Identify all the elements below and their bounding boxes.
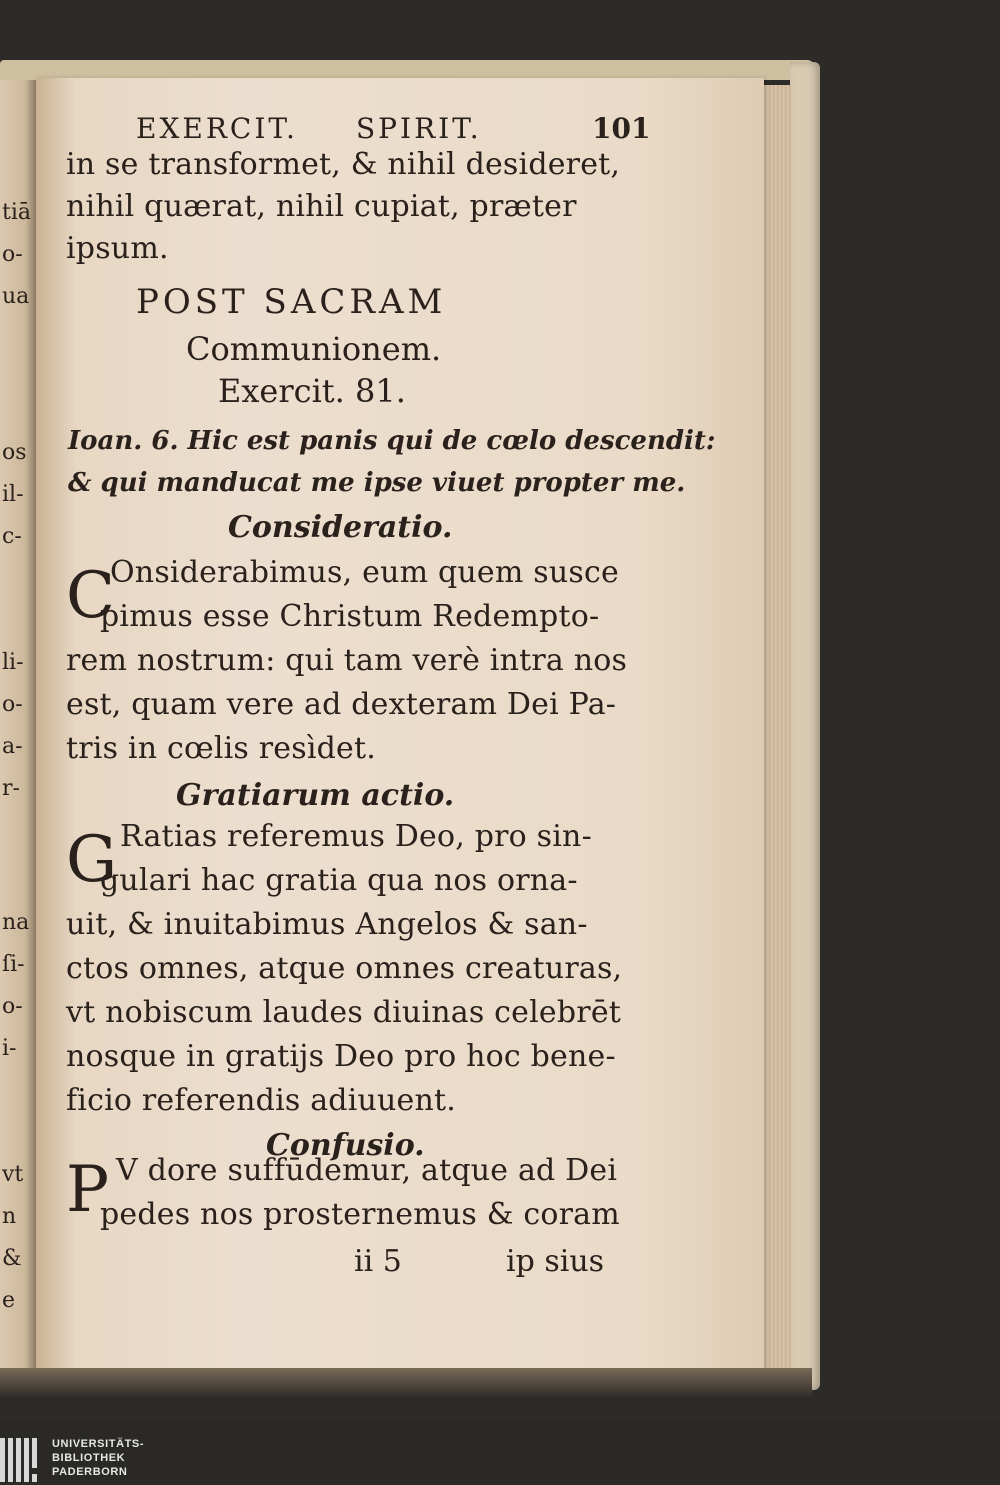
scripture-line: Ioan. 6. Hic est panis qui de cœlo descendit: [68, 426, 716, 456]
library-footer [0, 1420, 1000, 1485]
text-line: pedes nos prosternemus & coram [100, 1197, 620, 1232]
margin-fragment: c- [2, 524, 22, 549]
book-page [36, 78, 764, 1374]
margin-fragment: ſi- [2, 952, 25, 977]
library-name-line: UNIVERSITÄTS- [52, 1438, 145, 1450]
text-line: est, quam vere ad dexteram Dei Pa- [66, 687, 617, 722]
margin-fragment: o- [2, 242, 23, 267]
running-header-left: EXERCIT. [136, 112, 298, 145]
page-number: 101 [592, 112, 651, 145]
signature-mark: ii 5 [354, 1244, 402, 1279]
text-line: ipsum. [66, 231, 169, 266]
library-logo-icon [0, 1438, 48, 1482]
text-line: tris in cœlis resìdet. [66, 731, 376, 766]
text-line: nihil quærat, nihil cupiat, præter [66, 189, 577, 224]
heading-confusio: Confusio. [266, 1128, 425, 1163]
library-name-line: BIBLIOTHEK [52, 1452, 126, 1464]
margin-fragment: e [2, 1288, 16, 1313]
text-line: pimus esse Christum Redempto- [100, 599, 600, 634]
margin-fragment: o- [2, 994, 23, 1019]
book-top-edge [0, 60, 815, 80]
scripture-line: & qui manducat me ipse viuet propter me. [68, 468, 686, 498]
margin-fragment: li- [2, 650, 24, 675]
drop-cap: G [66, 823, 118, 897]
section-title: POST SACRAM [136, 282, 447, 322]
text-line: ctos omnes, atque omnes creaturas, [66, 951, 623, 986]
text-line: gulari hac gratia qua nos orna- [100, 863, 578, 898]
text-line: nosque in gratijs Deo pro hoc bene- [66, 1039, 616, 1074]
drop-cap: C [66, 559, 115, 633]
section-exercise: Exercit. 81. [218, 372, 406, 410]
text-line: Onsiderabimus, eum quem susce [110, 555, 619, 590]
text-line: uit, & inuitabimus Angelos & san- [66, 907, 588, 942]
catchword: ip sius [506, 1244, 605, 1279]
book-bottom-shadow [0, 1368, 812, 1398]
margin-fragment: os [2, 440, 27, 465]
library-name-line: PADERBORN [52, 1466, 128, 1478]
margin-fragment: & [2, 1246, 22, 1271]
text-line: Ratias referemus Deo, pro sin- [120, 819, 592, 854]
page-stack-edge [764, 85, 792, 1375]
text-line: vt nobiscum laudes diuinas celebrēt [66, 995, 622, 1030]
margin-fragment: tiā [2, 200, 31, 225]
drop-cap: P [66, 1153, 110, 1227]
margin-fragment: a- [2, 734, 23, 759]
margin-fragment: o- [2, 692, 23, 717]
text-line: V dore suffūdemur, atque ad Dei [116, 1153, 618, 1188]
running-header-center: SPIRIT. [356, 112, 482, 145]
margin-fragment: r- [2, 776, 20, 801]
previous-page-fragment [0, 80, 36, 1370]
text-line: in se transformet, & nihil desideret, [66, 147, 621, 182]
margin-fragment: il- [2, 482, 24, 507]
section-subtitle: Communionem. [186, 330, 442, 368]
text-line: ficio referendis adiuuent. [66, 1083, 456, 1118]
heading-gratiarum-actio: Gratiarum actio. [176, 778, 455, 813]
margin-fragment: na [2, 910, 30, 935]
margin-fragment: ua [2, 284, 30, 309]
heading-consideratio: Consideratio. [228, 510, 453, 545]
text-line: rem nostrum: qui tam verè intra nos [66, 643, 628, 678]
book-cover-edge [790, 62, 820, 1390]
margin-fragment: n [2, 1204, 17, 1229]
margin-fragment: vt [2, 1162, 24, 1187]
margin-fragment: i- [2, 1036, 17, 1061]
